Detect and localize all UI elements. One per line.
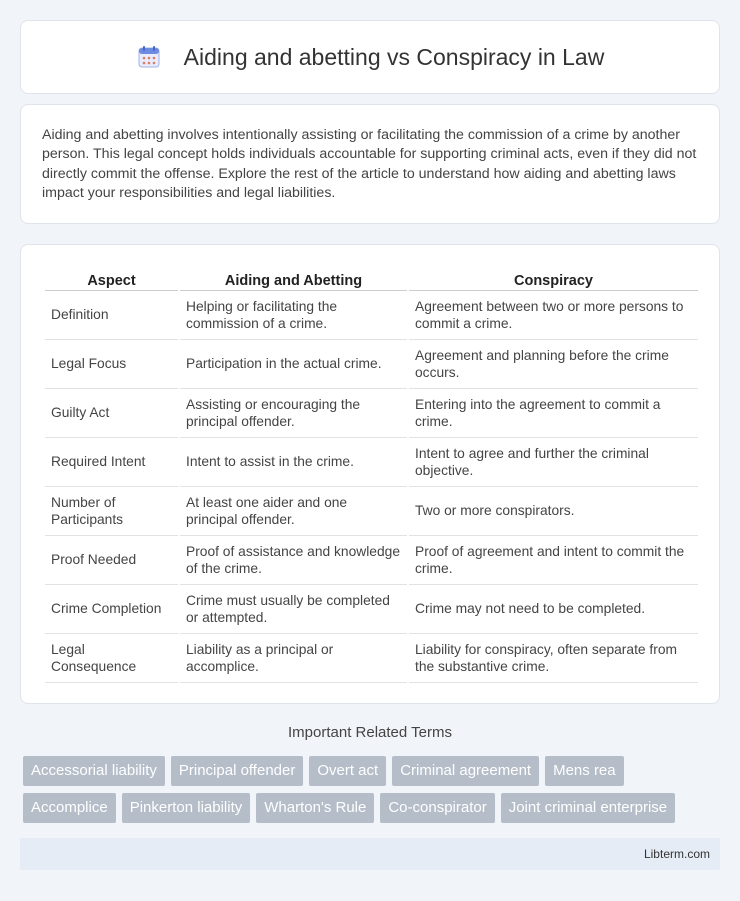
related-terms-list <box>23 756 723 830</box>
cell-aspect: Guilty Act <box>45 389 178 438</box>
cell-aiding: Proof of assistance and knowledge of the crime. <box>180 536 407 585</box>
footer <box>20 838 720 870</box>
tag-accomplice[interactable]: Accomplice <box>23 793 116 823</box>
cell-aiding: Crime must usually be completed or attempted. <box>180 585 407 634</box>
tag-row <box>23 793 723 823</box>
cell-aiding: Liability as a principal or accomplice. <box>180 634 407 683</box>
table-row <box>45 585 698 634</box>
table-header-row <box>45 265 698 291</box>
tag-accessorial-liability[interactable]: Accessorial liability <box>23 756 165 786</box>
cell-aiding: Participation in the actual crime. <box>180 340 407 389</box>
intro-paragraph: Aiding and abetting involves intentionally assisting or facilitating the commission of a crime by another person. This legal concept holds individuals accountable for supporting criminal acts, even if they did not directly commit the offense. Explore the rest of the article to understand how aiding and abetting laws impact your responsibilities and legal liabilities. <box>42 127 697 202</box>
calendar-icon <box>136 44 162 70</box>
tag-overt-act[interactable]: Overt act <box>309 756 386 786</box>
header-conspiracy: Conspiracy <box>409 265 698 291</box>
cell-aspect: Number of Participants <box>45 487 178 536</box>
page-title: Aiding and abetting vs Conspiracy in Law <box>183 43 605 70</box>
tag-criminal-agreement[interactable]: Criminal agreement <box>392 756 539 786</box>
table-row <box>45 340 698 389</box>
tag-co-conspirator[interactable]: Co-conspirator <box>380 793 494 823</box>
table-row <box>45 634 698 683</box>
header-aiding: Aiding and Abetting <box>180 265 407 291</box>
title-card <box>20 20 720 94</box>
cell-aspect: Required Intent <box>45 438 178 487</box>
tag-pinkerton-liability[interactable]: Pinkerton liability <box>122 793 251 823</box>
cell-aspect: Proof Needed <box>45 536 178 585</box>
table-row <box>45 487 698 536</box>
intro-card <box>20 104 720 224</box>
cell-conspiracy: Proof of agreement and intent to commit the crime. <box>409 536 698 585</box>
tag-row <box>23 756 723 786</box>
related-terms-heading: Important Related Terms <box>288 724 452 741</box>
cell-conspiracy: Crime may not need to be completed. <box>409 585 698 634</box>
tag-principal-offender[interactable]: Principal offender <box>171 756 303 786</box>
tag-whartons-rule[interactable]: Wharton's Rule <box>256 793 374 823</box>
cell-conspiracy: Liability for conspiracy, often separate from the substantive crime. <box>409 634 698 683</box>
cell-aspect: Definition <box>45 291 178 340</box>
cell-aspect: Legal Focus <box>45 340 178 389</box>
table-row <box>45 291 698 340</box>
header-aspect: Aspect <box>45 265 178 291</box>
cell-conspiracy: Agreement between two or more persons to commit a crime. <box>409 291 698 340</box>
cell-aiding: Assisting or encouraging the principal offender. <box>180 389 407 438</box>
table-row <box>45 389 698 438</box>
tag-joint-criminal-enterprise[interactable]: Joint criminal enterprise <box>501 793 675 823</box>
tag-mens-rea[interactable]: Mens rea <box>545 756 624 786</box>
cell-aspect: Crime Completion <box>45 585 178 634</box>
cell-conspiracy: Agreement and planning before the crime occurs. <box>409 340 698 389</box>
table-row <box>45 438 698 487</box>
cell-aiding: Helping or facilitating the commission of a crime. <box>180 291 407 340</box>
comparison-card <box>20 244 720 704</box>
cell-aspect: Legal Consequence <box>45 634 178 683</box>
table-row <box>45 536 698 585</box>
cell-conspiracy: Entering into the agreement to commit a crime. <box>409 389 698 438</box>
comparison-table <box>43 265 700 683</box>
cell-conspiracy: Two or more conspirators. <box>409 487 698 536</box>
cell-aiding: At least one aider and one principal offender. <box>180 487 407 536</box>
cell-conspiracy: Intent to agree and further the criminal objective. <box>409 438 698 487</box>
footer-site-link[interactable]: Libterm.com <box>643 847 710 861</box>
cell-aiding: Intent to assist in the crime. <box>180 438 407 487</box>
